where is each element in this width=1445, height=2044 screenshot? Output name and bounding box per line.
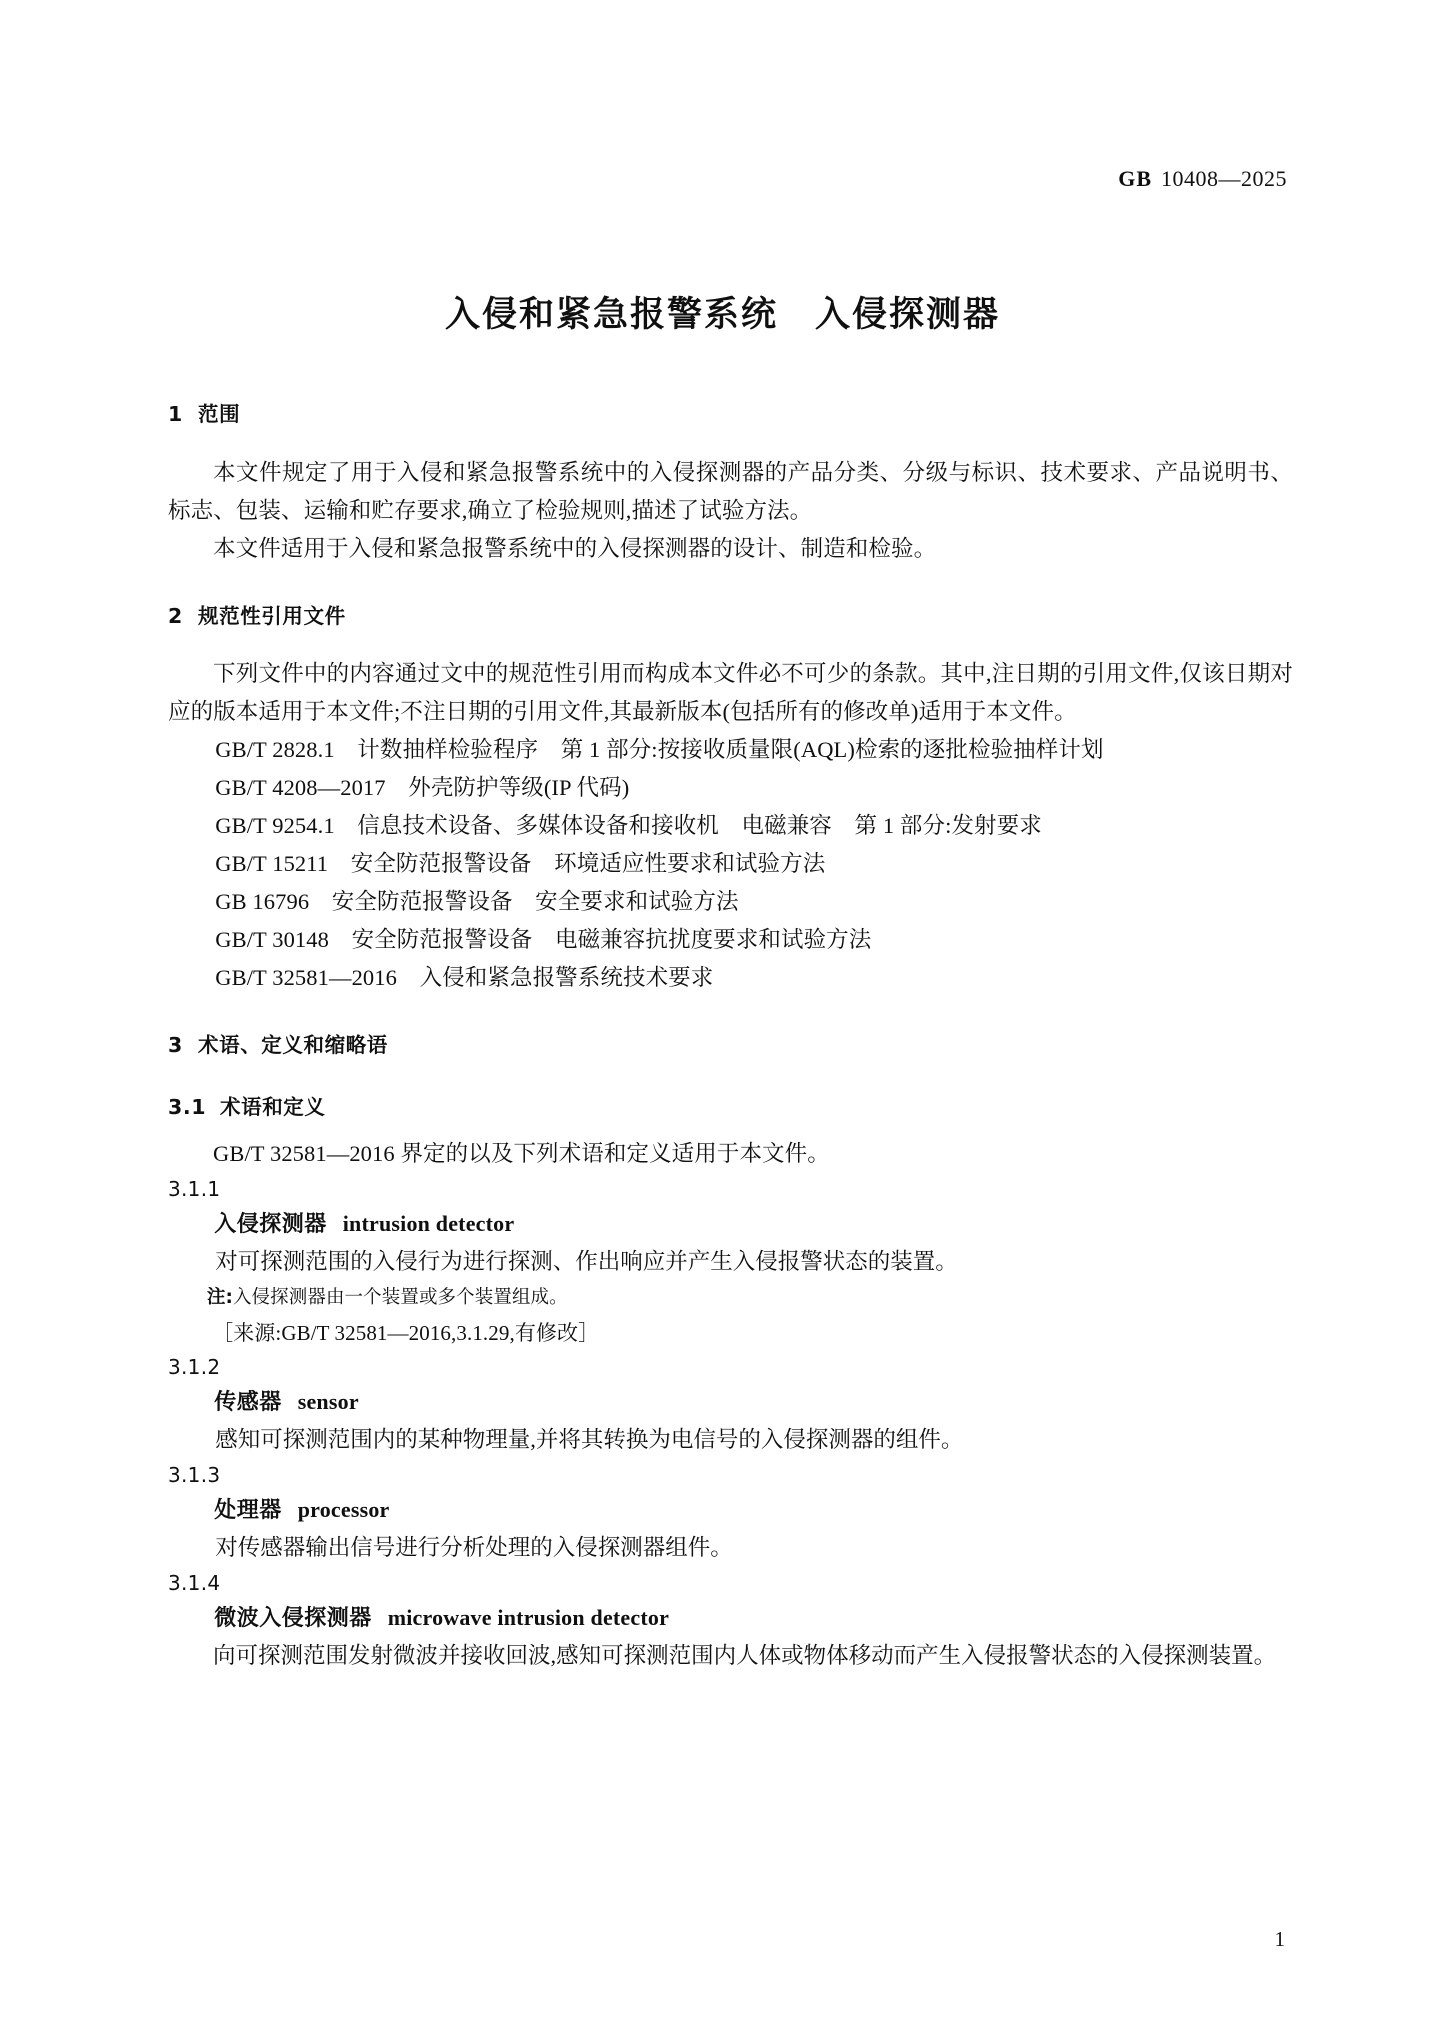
term-name bbox=[168, 1384, 1293, 1421]
subclause-title-3-1: 术语和定义 bbox=[220, 1094, 326, 1119]
term-name-cn: 处理器 bbox=[214, 1497, 282, 1523]
term-number: 3.1.4 bbox=[168, 1570, 221, 1595]
clause-heading-scope bbox=[168, 402, 1293, 428]
term-number: 3.1.3 bbox=[168, 1462, 221, 1487]
term-definition: 感知可探测范围内的某种物理量,并将其转换为电信号的入侵探测器的组件。 bbox=[215, 1426, 964, 1452]
list-item: GB/T 9254.1 信息技术设备、多媒体设备和接收机 电磁兼容 第 1 部分:发射要求 bbox=[215, 813, 1042, 839]
normative-references-paragraph: 下列文件中的内容通过文中的规范性引用而构成本文件必不可少的条款。其中,注日期的引用文件,仅该日期对应的版本适用于本文件;不注日期的引用文件,其最新版本(包括所有的修改单)适用于本文件。 bbox=[168, 661, 1293, 725]
subclause-heading-terms-definitions bbox=[168, 1095, 1293, 1121]
term-name-en: sensor bbox=[297, 1388, 359, 1414]
term-name-cn: 传感器 bbox=[214, 1389, 282, 1415]
standard-number: 10408—2025 bbox=[1161, 166, 1287, 191]
clause-heading-normative-references bbox=[168, 604, 1293, 630]
list-item: GB/T 2828.1 计数抽样检验程序 第 1 部分:按接收质量限(AQL)检索的逐批检验抽样计划 bbox=[215, 737, 1104, 763]
list-item: GB/T 15211 安全防范报警设备 环境适应性要求和试验方法 bbox=[215, 851, 826, 877]
running-header bbox=[1118, 166, 1287, 192]
page-number: 1 bbox=[1274, 1927, 1285, 1951]
term-definition: 向可探测范围发射微波并接收回波,感知可探测范围内人体或物体移动而产生入侵报警状态的入侵探测装置。 bbox=[213, 1642, 1277, 1668]
term-name bbox=[168, 1492, 1293, 1529]
document-body bbox=[168, 402, 1293, 1675]
clause-title-2: 规范性引用文件 bbox=[198, 603, 346, 628]
clause-title-3: 术语、定义和缩略语 bbox=[198, 1033, 388, 1058]
term-name-en: microwave intrusion detector bbox=[387, 1604, 670, 1630]
clause-number-3: 3 bbox=[168, 1033, 183, 1058]
subclause-number-3-1: 3.1 bbox=[168, 1094, 207, 1119]
term-number: 3.1.2 bbox=[168, 1354, 221, 1379]
clause-title-1: 范围 bbox=[198, 402, 241, 426]
list-item: GB/T 30148 安全防范报警设备 电磁兼容抗扰度要求和试验方法 bbox=[215, 927, 872, 953]
term-name-en: processor bbox=[297, 1496, 390, 1522]
term-name bbox=[168, 1206, 1293, 1243]
term-name bbox=[168, 1600, 1293, 1637]
term-definition: 对传感器输出信号进行分析处理的入侵探测器组件。 bbox=[215, 1534, 733, 1560]
standard-prefix: GB bbox=[1118, 166, 1152, 191]
normative-reference-list bbox=[168, 731, 1293, 997]
page-title: 入侵和紧急报警系统 入侵探测器 bbox=[444, 295, 1000, 335]
scope-paragraph-2: 本文件适用于入侵和紧急报警系统中的入侵探测器的设计、制造和检验。 bbox=[213, 535, 937, 561]
clause-number-2: 2 bbox=[168, 603, 183, 628]
scope-paragraph-1: 本文件规定了用于入侵和紧急报警系统中的入侵探测器的产品分类、分级与标识、技术要求、产品说明书、标志、包装、运输和贮存要求,确立了检验规则,描述了试验方法。 bbox=[168, 459, 1293, 523]
clause-heading-terms bbox=[168, 1033, 1293, 1059]
list-item: GB 16796 安全防范报警设备 安全要求和试验方法 bbox=[215, 889, 739, 915]
term-definition: 对可探测范围的入侵行为进行探测、作出响应并产生入侵报警状态的装置。 bbox=[215, 1248, 958, 1274]
note-text: 入侵探测器由一个装置或多个装置组成。 bbox=[232, 1287, 568, 1308]
term-name-cn: 入侵探测器 bbox=[214, 1211, 327, 1237]
term-number: 3.1.1 bbox=[168, 1176, 221, 1201]
list-item: GB/T 4208—2017 外壳防护等级(IP 代码) bbox=[215, 775, 630, 801]
term-name-cn: 微波入侵探测器 bbox=[214, 1605, 372, 1631]
list-item: GB/T 32581—2016 入侵和紧急报警系统技术要求 bbox=[215, 965, 714, 991]
note-label: 注: bbox=[206, 1286, 233, 1308]
clause-number-1: 1 bbox=[168, 402, 183, 426]
term-name-en: intrusion detector bbox=[342, 1210, 515, 1236]
term-note bbox=[168, 1281, 1293, 1315]
term-source: ［来源:GB/T 32581—2016,3.1.29,有修改］ bbox=[212, 1320, 600, 1345]
terms-intro-paragraph: GB/T 32581—2016 界定的以及下列术语和定义适用于本文件。 bbox=[213, 1140, 830, 1166]
